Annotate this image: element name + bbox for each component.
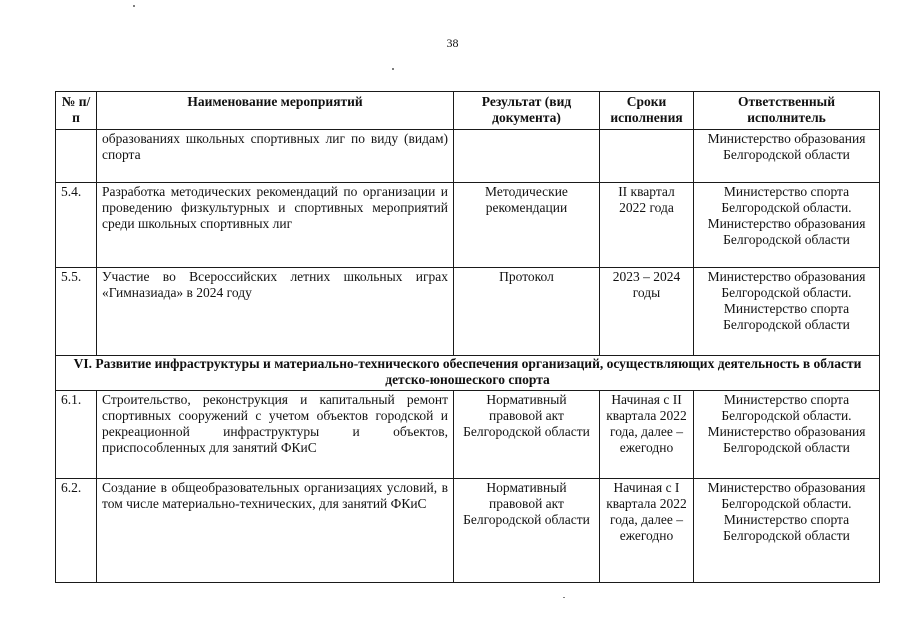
measures-table xyxy=(55,91,880,583)
row-name: Строительство, реконструкция и капитальный ремонт спортивных сооружений с учетом объектов городской и рекреационной инфраструктуры и объектов, приспособленных для занятий ФКиС xyxy=(97,391,454,479)
row-result xyxy=(454,130,600,183)
row-num xyxy=(56,130,97,183)
row-result: Протокол xyxy=(454,268,600,356)
row-result: Методические рекомендации xyxy=(454,183,600,268)
scan-speck xyxy=(133,5,135,7)
row-name: Создание в общеобразовательных организациях условий, в том числе материально-технических, для занятий ФКиС xyxy=(97,479,454,583)
header-deadline: Сроки исполнения xyxy=(600,92,694,130)
header-num: № п/п xyxy=(56,92,97,130)
header-result: Результат (вид документа) xyxy=(454,92,600,130)
row-num: 6.2. xyxy=(56,479,97,583)
scan-speck xyxy=(563,597,565,598)
table-row xyxy=(56,183,880,268)
row-deadline: Начиная с II квартала 2022 года, далее – ежегодно xyxy=(600,391,694,479)
row-name: Участие во Всероссийских летних школьных играх «Гимназиада» в 2024 году xyxy=(97,268,454,356)
row-responsible: Министерство спорта Белгородской области. Министерство образования Белгородской области xyxy=(694,183,880,268)
table-row xyxy=(56,130,880,183)
row-name: Разработка методических рекомендаций по организации и проведению физкультурных и спортивных мероприятий среди школьных спортивных лиг xyxy=(97,183,454,268)
section-row xyxy=(56,356,880,391)
row-name: образованиях школьных спортивных лиг по виду (видам) спорта xyxy=(97,130,454,183)
row-result: Нормативный правовой акт Белгородской области xyxy=(454,391,600,479)
row-num: 5.5. xyxy=(56,268,97,356)
row-num: 5.4. xyxy=(56,183,97,268)
row-deadline: 2023 – 2024 годы xyxy=(600,268,694,356)
row-deadline: II квартал 2022 года xyxy=(600,183,694,268)
row-deadline: Начиная с I квартала 2022 года, далее – ежегодно xyxy=(600,479,694,583)
row-result: Нормативный правовой акт Белгородской области xyxy=(454,479,600,583)
row-num: 6.1. xyxy=(56,391,97,479)
header-name: Наименование мероприятий xyxy=(97,92,454,130)
row-responsible: Министерство образования Белгородской области. Министерство спорта Белгородской области xyxy=(694,268,880,356)
section-title: VI. Развитие инфраструктуры и материально-технического обеспечения организаций, осуществляющих деятельность в области детско-юношеского спорта xyxy=(56,356,880,391)
table-header-row xyxy=(56,92,880,130)
page-number: 38 xyxy=(446,36,459,50)
table-row xyxy=(56,391,880,479)
row-responsible: Министерство образования Белгородской области. Министерство спорта Белгородской области xyxy=(694,479,880,583)
scan-speck xyxy=(392,68,394,70)
table-row xyxy=(56,268,880,356)
table-row xyxy=(56,479,880,583)
row-deadline xyxy=(600,130,694,183)
row-responsible: Министерство образования Белгородской области xyxy=(694,130,880,183)
header-responsible: Ответственный исполнитель xyxy=(694,92,880,130)
row-responsible: Министерство спорта Белгородской области. Министерство образования Белгородской области xyxy=(694,391,880,479)
